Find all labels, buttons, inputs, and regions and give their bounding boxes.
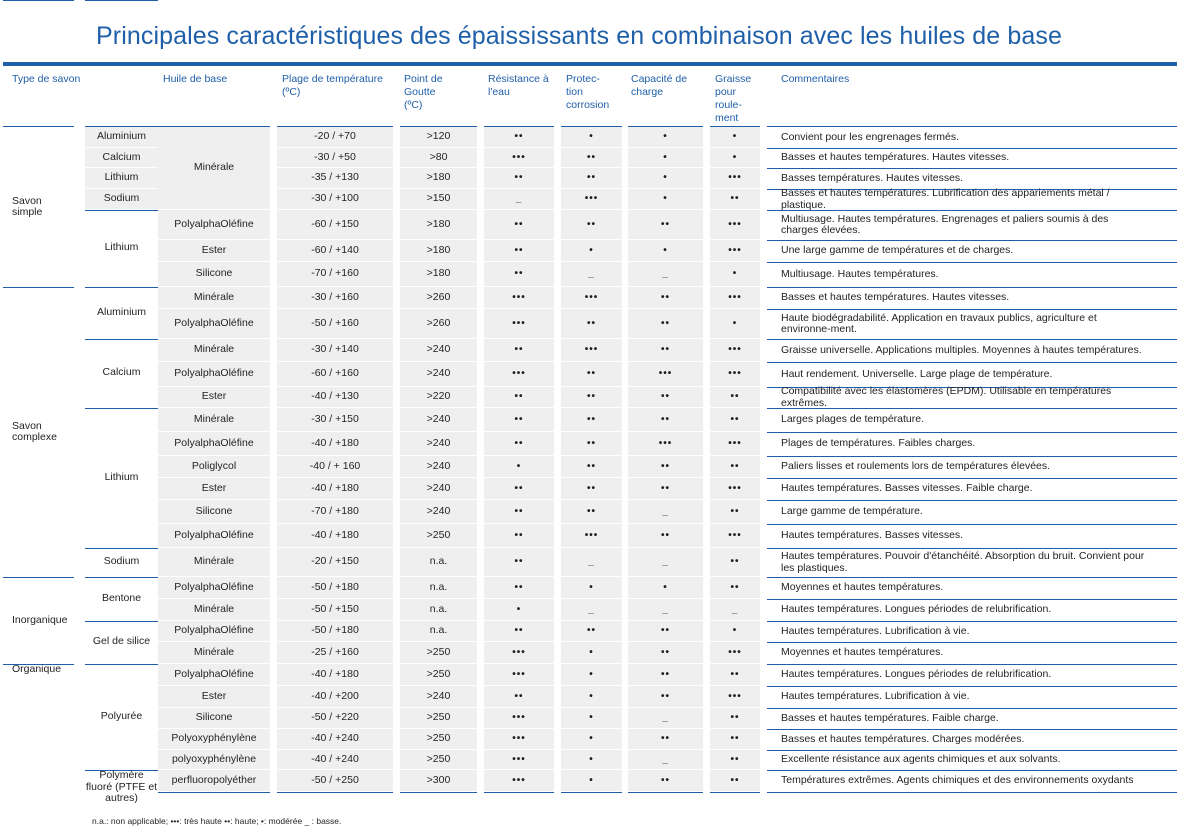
load-capacity-rating: •• [628,524,703,547]
drop-point: >180 [400,168,477,188]
load-capacity-rating: _ [628,262,703,286]
drop-point: n.a. [400,548,477,576]
drop-point: >180 [400,210,477,239]
row-rule [628,792,703,793]
drop-point: >240 [400,362,477,386]
load-capacity-rating: •• [628,309,703,338]
corrosion-protection-rating: ••• [561,524,622,547]
bearing-grease-rating: ••• [710,362,760,386]
temperature-range: -30 / +50 [277,148,393,167]
base-oil-label: Minérale [158,599,270,620]
thickener-label: Lithium [104,241,139,254]
bearing-grease-rating: •• [710,708,760,728]
thickener-label: Lithium [104,470,139,483]
corrosion-protection-rating: • [561,686,622,707]
water-resistance-rating: •• [484,408,554,431]
bearing-grease-rating: ••• [710,478,760,499]
page-title: Principales caractéristiques des épaississants en combinaison avec les huiles de base [96,22,1062,50]
base-oil-label: PolyalphaOléfine [158,524,270,547]
comment-text: Large gamme de température. [781,505,923,518]
water-resistance-rating: ••• [484,309,554,338]
load-capacity-rating: • [628,240,703,261]
comment-text: Multiusage. Hautes températures. [781,267,939,280]
corrosion-protection-rating: •• [561,478,622,499]
bearing-grease-rating: •• [710,770,760,791]
drop-point: >250 [400,524,477,547]
load-capacity-rating: •• [628,287,703,308]
group-rule [3,0,74,1]
drop-point: >240 [400,686,477,707]
load-capacity-rating: _ [628,500,703,523]
load-capacity-rating: •• [628,729,703,749]
water-resistance-rating: • [484,456,554,477]
comment-text: Multiusage. Hautes températures. Engrenages et paliers soumis à des charges élevées. [781,212,1109,236]
comment-text: Larges plages de température. [781,413,925,426]
base-oil-label: Polyoxyphénylène [158,729,270,749]
bearing-grease-rating: • [710,621,760,641]
soap-type-label: Organique [12,663,62,675]
comment-text: Plages de températures. Faibles charges. [781,437,976,450]
corrosion-protection-rating: _ [561,548,622,576]
comment-text: Moyennes et hautes températures. [781,646,944,659]
corrosion-protection-rating: ••• [561,189,622,209]
base-oil-label: Minérale [158,339,270,361]
water-resistance-rating: •• [484,524,554,547]
load-capacity-rating: • [628,148,703,167]
load-capacity-rating: •• [628,686,703,707]
corrosion-protection-rating: •• [561,500,622,523]
soap-type-label: Savon complexe [12,419,57,443]
temperature-range: -40 / + 160 [277,456,393,477]
corrosion-protection-rating: •• [561,387,622,407]
drop-point: n.a. [400,599,477,620]
load-capacity-rating: ••• [628,362,703,386]
temperature-range: -50 / +150 [277,599,393,620]
base-oil-label: PolyalphaOléfine [158,362,270,386]
comment-text: Basses et hautes températures. Faible charge. [781,711,999,724]
comment-text: Hautes températures. Longues périodes de relubrification. [781,603,1052,616]
bearing-grease-rating: •• [710,456,760,477]
water-resistance-rating: _ [484,189,554,209]
corrosion-protection-rating: •• [561,456,622,477]
corrosion-protection-rating: • [561,750,622,769]
thickener-rule [85,0,158,1]
bearing-grease-rating: ••• [710,168,760,188]
temperature-range: -25 / +160 [277,642,393,663]
base-oil-label: PolyalphaOléfine [158,210,270,239]
bearing-grease-rating: ••• [710,686,760,707]
load-capacity-rating: •• [628,456,703,477]
drop-point: >250 [400,664,477,685]
drop-point: >240 [400,339,477,361]
temperature-range: -50 / +180 [277,577,393,598]
thickener-label: Gel de silice [92,635,151,648]
corrosion-protection-rating: •• [561,309,622,338]
bearing-grease-rating: •• [710,408,760,431]
comment-text: Graisse universelle. Applications multiples. Moyennes à hautes températures. [781,343,1142,356]
bearing-grease-rating: •• [710,729,760,749]
bearing-grease-rating: •• [710,664,760,685]
temperature-range: -60 / +160 [277,362,393,386]
temperature-range: -40 / +200 [277,686,393,707]
corrosion-protection-rating: ••• [561,287,622,308]
corrosion-protection-rating: _ [561,262,622,286]
base-oil-label: Ester [158,478,270,499]
water-resistance-rating: ••• [484,642,554,663]
corrosion-protection-rating: _ [561,599,622,620]
bearing-grease-rating: •• [710,548,760,576]
header-huile-de-base: Huile de base [163,73,228,85]
bearing-grease-rating: •• [710,189,760,209]
comment-text: Moyennes et hautes températures. [781,581,944,594]
water-resistance-rating: ••• [484,362,554,386]
drop-point: >180 [400,240,477,261]
bearing-grease-rating: ••• [710,210,760,239]
bearing-grease-rating: ••• [710,240,760,261]
soap-type-label: Inorganique [12,613,68,626]
corrosion-protection-rating: •• [561,148,622,167]
drop-point: >180 [400,262,477,286]
drop-point: n.a. [400,621,477,641]
thickener-label: Bentone [101,591,142,604]
temperature-range: -40 / +240 [277,750,393,769]
temperature-range: -70 / +180 [277,500,393,523]
thickener-label: Aluminium [96,305,146,318]
corrosion-protection-rating: • [561,127,622,147]
load-capacity-rating: _ [628,548,703,576]
comment-text: Basses et hautes températures. Hautes vitesses. [781,291,1010,304]
row-rule [400,792,477,793]
water-resistance-rating: •• [484,387,554,407]
base-oil-label: Ester [158,686,270,707]
load-capacity-rating: • [628,127,703,147]
bearing-grease-rating: • [710,148,760,167]
base-oil-label: Silicone [158,500,270,523]
corrosion-protection-rating: ••• [561,339,622,361]
bearing-grease-rating: •• [710,750,760,769]
comment-text: Hautes températures. Pouvoir d'étanchéité. Absorption du bruit. Convient pour les plastiques. [781,550,1145,574]
thickener-label: Calcium [102,366,141,379]
drop-point: >220 [400,387,477,407]
water-resistance-rating: ••• [484,708,554,728]
drop-point: >120 [400,127,477,147]
temperature-range: -70 / +160 [277,262,393,286]
water-resistance-rating: ••• [484,664,554,685]
load-capacity-rating: •• [628,210,703,239]
thickener-label: Polyurée [100,709,143,722]
bearing-grease-rating: • [710,127,760,147]
water-resistance-rating: •• [484,168,554,188]
load-capacity-rating: •• [628,478,703,499]
corrosion-protection-rating: •• [561,432,622,455]
comment-text: Excellente résistance aux agents chimiques et aux solvants. [781,753,1061,766]
temperature-range: -20 / +70 [277,127,393,147]
comment-text: Hautes températures. Lubrification à vie. [781,624,970,637]
base-oil-label: Ester [158,240,270,261]
comment-text: Haute biodégradabilité. Application en travaux publics, agriculture et environne-ment. [781,311,1097,335]
bearing-grease-rating: ••• [710,432,760,455]
load-capacity-rating: _ [628,750,703,769]
row-rule [277,792,393,793]
corrosion-protection-rating: • [561,664,622,685]
water-resistance-rating: •• [484,478,554,499]
title-rule [3,62,1177,66]
base-oil-label: Poliglycol [158,456,270,477]
drop-point: >240 [400,432,477,455]
load-capacity-rating: • [628,577,703,598]
header-plage-temperature: Plage de température (ºC) [282,73,383,98]
temperature-range: -50 / +180 [277,621,393,641]
water-resistance-rating: ••• [484,750,554,769]
base-oil-label: PolyalphaOléfine [158,664,270,685]
load-capacity-rating: • [628,168,703,188]
drop-point: >80 [400,148,477,167]
base-oil-label: polyoxyphénylène [158,750,270,769]
row-rule [561,792,622,793]
water-resistance-rating: •• [484,432,554,455]
temperature-range: -50 / +250 [277,770,393,791]
corrosion-protection-rating: • [561,770,622,791]
corrosion-protection-rating: • [561,642,622,663]
thickener-label: Calcium [85,148,158,167]
base-oil-label: Minérale [158,287,270,308]
comment-text: Hautes températures. Basses vitesses. Faible charge. [781,482,1033,495]
water-resistance-rating: •• [484,240,554,261]
temperature-range: -40 / +240 [277,729,393,749]
water-resistance-rating: •• [484,577,554,598]
comment-text: Hautes températures. Longues périodes de relubrification. [781,668,1052,681]
corrosion-protection-rating: •• [561,362,622,386]
comment-text: Convient pour les engrenages fermés. [781,130,960,143]
base-oil-label: Minérale [158,408,270,431]
comment-text: Températures extrêmes. Agents chimiques et des environnements oxydants [781,774,1134,787]
temperature-range: -50 / +160 [277,309,393,338]
drop-point: >250 [400,708,477,728]
bearing-grease-rating: •• [710,387,760,407]
temperature-range: -50 / +220 [277,708,393,728]
temperature-range: -40 / +180 [277,524,393,547]
temperature-range: -30 / +100 [277,189,393,209]
water-resistance-rating: ••• [484,148,554,167]
temperature-range: -40 / +180 [277,478,393,499]
load-capacity-rating: •• [628,642,703,663]
load-capacity-rating: •• [628,387,703,407]
load-capacity-rating: _ [628,708,703,728]
header-resistance-eau: Résistance à l'eau [488,73,549,98]
row-rule [484,792,554,793]
header-type-savon: Type de savon [12,73,81,85]
drop-point: >250 [400,642,477,663]
header-point-de-goutte: Point de Goutte (ºC) [404,73,443,111]
thickener-label: Sodium [103,555,140,568]
bearing-grease-rating: ••• [710,287,760,308]
bearing-grease-rating: ••• [710,524,760,547]
bearing-grease-rating: •• [710,500,760,523]
comment-text: Haut rendement. Universelle. Large plage de température. [781,367,1053,380]
bearing-grease-rating: ••• [710,339,760,361]
temperature-range: -20 / +150 [277,548,393,576]
water-resistance-rating: •• [484,339,554,361]
corrosion-protection-rating: •• [561,210,622,239]
comment-text: Basses et hautes températures. Hautes vitesses. [781,151,1010,164]
drop-point: >300 [400,770,477,791]
load-capacity-rating: •• [628,408,703,431]
load-capacity-rating: ••• [628,432,703,455]
oil-rule [158,792,270,793]
base-oil-label: perfluoropolyéther [158,770,270,791]
water-resistance-rating: •• [484,621,554,641]
comment-text: Hautes températures. Lubrification à vie. [781,690,970,703]
header-capacite-charge: Capacité de charge [631,73,688,98]
comment-text: Basses températures. Hautes vitesses. [781,171,964,184]
drop-point: >260 [400,287,477,308]
water-resistance-rating: • [484,599,554,620]
drop-point: n.a. [400,577,477,598]
corrosion-protection-rating: • [561,240,622,261]
load-capacity-rating: •• [628,621,703,641]
base-oil-label: Silicone [158,708,270,728]
load-capacity-rating: _ [628,599,703,620]
base-oil-label: Minérale [158,642,270,663]
water-resistance-rating: ••• [484,287,554,308]
temperature-range: -60 / +140 [277,240,393,261]
base-oil-label: PolyalphaOléfine [158,432,270,455]
water-resistance-rating: ••• [484,729,554,749]
temperature-range: -30 / +140 [277,339,393,361]
load-capacity-rating: •• [628,339,703,361]
water-resistance-rating: ••• [484,770,554,791]
water-resistance-rating: •• [484,548,554,576]
base-oil-label: Minérale [158,127,270,209]
bearing-grease-rating: •• [710,577,760,598]
temperature-range: -40 / +180 [277,432,393,455]
header-protection-corrosion: Protec-tion corrosion [566,73,610,111]
drop-point: >260 [400,309,477,338]
base-oil-label: Ester [158,387,270,407]
drop-point: >240 [400,478,477,499]
base-oil-label: Minérale [158,548,270,576]
temperature-range: -60 / +150 [277,210,393,239]
load-capacity-rating: • [628,189,703,209]
drop-point: >250 [400,750,477,769]
thickener-label: Sodium [85,189,158,209]
load-capacity-rating: •• [628,770,703,791]
drop-point: >240 [400,408,477,431]
bearing-grease-rating: ••• [710,642,760,663]
temperature-range: -30 / +160 [277,287,393,308]
soap-type-label: Savon simple [12,194,43,218]
bearing-grease-rating: • [710,262,760,286]
comment-text: Une large gamme de températures et de charges. [781,244,1014,257]
bearing-grease-rating: • [710,309,760,338]
drop-point: >250 [400,729,477,749]
drop-point: >240 [400,500,477,523]
corrosion-protection-rating: •• [561,168,622,188]
drop-point: >240 [400,456,477,477]
row-rule [710,792,760,793]
corrosion-protection-rating: • [561,577,622,598]
thickener-label: Lithium [85,168,158,188]
water-resistance-rating: •• [484,262,554,286]
base-oil-label: PolyalphaOléfine [158,577,270,598]
row-rule [767,792,1177,793]
thickener-label: Aluminium [85,127,158,147]
corrosion-protection-rating: • [561,729,622,749]
water-resistance-rating: •• [484,127,554,147]
header-commentaires: Commentaires [781,73,850,85]
comment-text: Paliers lisses et roulements lors de températures élevées. [781,460,1051,473]
temperature-range: -40 / +180 [277,664,393,685]
corrosion-protection-rating: •• [561,621,622,641]
header-graisse-roulement: Graisse pour roule-ment [715,73,752,124]
temperature-range: -30 / +150 [277,408,393,431]
drop-point: >150 [400,189,477,209]
comment-text: Hautes températures. Basses vitesses. [781,529,964,542]
thickener-label: Polymère fluoré (PTFE et autres) [85,769,158,804]
load-capacity-rating: •• [628,664,703,685]
water-resistance-rating: •• [484,686,554,707]
corrosion-protection-rating: •• [561,408,622,431]
legend-footnote: n.a.: non applicable; •••: très haute ••: haute; •: modérée _ : basse. [92,816,342,826]
temperature-range: -35 / +130 [277,168,393,188]
base-oil-label: PolyalphaOléfine [158,621,270,641]
comment-text: Compatibilité avec les élastomères (EPDM). Utilisable en températures extrêmes. [781,385,1112,409]
base-oil-label: PolyalphaOléfine [158,309,270,338]
temperature-range: -40 / +130 [277,387,393,407]
base-oil-label: Silicone [158,262,270,286]
water-resistance-rating: •• [484,500,554,523]
comment-text: Basses et hautes températures. Lubrification des appariements métal / plastique. [781,187,1110,211]
bearing-grease-rating: _ [710,599,760,620]
corrosion-protection-rating: • [561,708,622,728]
water-resistance-rating: •• [484,210,554,239]
comment-text: Basses et hautes températures. Charges modérées. [781,732,1025,745]
